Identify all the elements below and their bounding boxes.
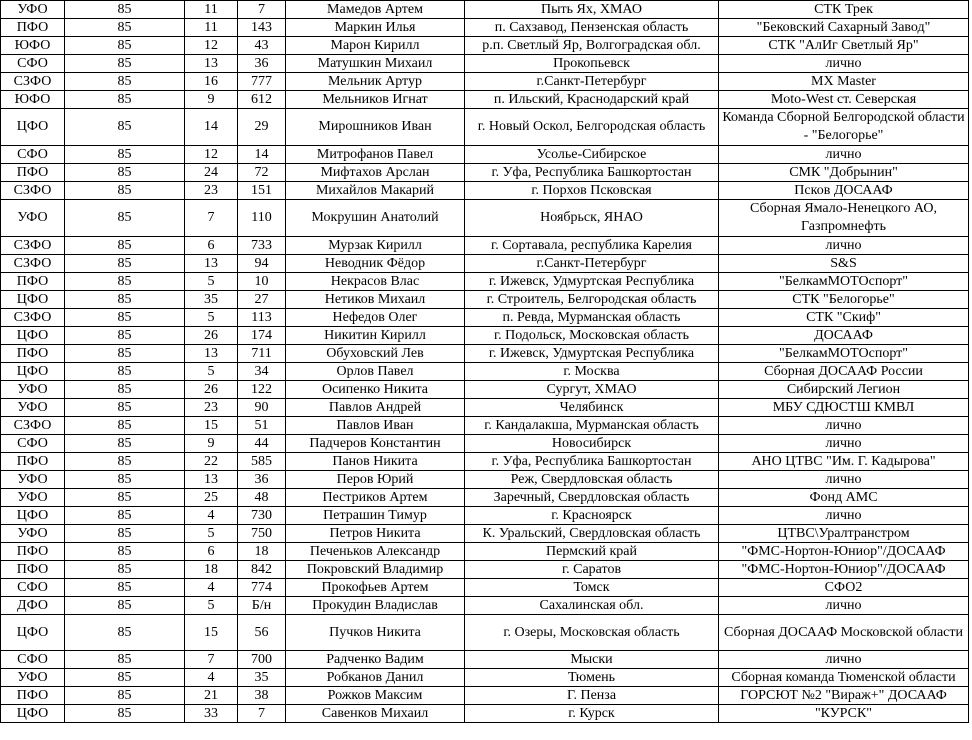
name-cell: Печеньков Александр	[286, 543, 465, 561]
age-cell: 15	[185, 417, 238, 435]
name-cell: Мурзак Кирилл	[286, 237, 465, 255]
age-cell: 15	[185, 615, 238, 651]
table-row	[1, 543, 969, 561]
team-cell: лично	[719, 55, 969, 73]
class-cell: 85	[65, 109, 185, 146]
number-cell: 44	[238, 435, 286, 453]
age-cell: 13	[185, 345, 238, 363]
team-cell: MX Master	[719, 73, 969, 91]
age-cell: 23	[185, 399, 238, 417]
city-cell: г. Кандалакша, Мурманская область	[465, 417, 719, 435]
team-cell: СТК Трек	[719, 1, 969, 19]
district-cell: ПФО	[1, 345, 65, 363]
table-row	[1, 705, 969, 723]
class-cell: 85	[65, 651, 185, 669]
age-cell: 23	[185, 182, 238, 200]
name-cell: Падчеров Константин	[286, 435, 465, 453]
class-cell: 85	[65, 507, 185, 525]
district-cell: ЦФО	[1, 109, 65, 146]
city-cell: г. Озеры, Московская область	[465, 615, 719, 651]
table-row	[1, 345, 969, 363]
name-cell: Робканов Данил	[286, 669, 465, 687]
city-cell: Пермский край	[465, 543, 719, 561]
table-row	[1, 200, 969, 237]
name-cell: Савенков Михаил	[286, 705, 465, 723]
class-cell: 85	[65, 182, 185, 200]
district-cell: СЗФО	[1, 182, 65, 200]
city-cell: Реж, Свердловская область	[465, 471, 719, 489]
name-cell: Обуховский Лев	[286, 345, 465, 363]
team-cell: лично	[719, 651, 969, 669]
district-cell: УФО	[1, 381, 65, 399]
table-row	[1, 37, 969, 55]
class-cell: 85	[65, 273, 185, 291]
class-cell: 85	[65, 489, 185, 507]
team-cell: Фонд АМС	[719, 489, 969, 507]
district-cell: ПФО	[1, 453, 65, 471]
table-row	[1, 273, 969, 291]
team-cell: АНО ЦТВС "Им. Г. Кадырова"	[719, 453, 969, 471]
number-cell: 750	[238, 525, 286, 543]
district-cell: УФО	[1, 669, 65, 687]
class-cell: 85	[65, 399, 185, 417]
name-cell: Мельник Артур	[286, 73, 465, 91]
district-cell: СЗФО	[1, 417, 65, 435]
age-cell: 5	[185, 273, 238, 291]
class-cell: 85	[65, 146, 185, 164]
team-cell: ДОСААФ	[719, 327, 969, 345]
team-cell: лично	[719, 237, 969, 255]
name-cell: Радченко Вадим	[286, 651, 465, 669]
number-cell: 585	[238, 453, 286, 471]
table-row	[1, 489, 969, 507]
number-cell: 612	[238, 91, 286, 109]
name-cell: Рожков Максим	[286, 687, 465, 705]
name-cell: Никитин Кирилл	[286, 327, 465, 345]
district-cell: ЮФО	[1, 91, 65, 109]
age-cell: 18	[185, 561, 238, 579]
team-cell: лично	[719, 146, 969, 164]
name-cell: Неводник Фёдор	[286, 255, 465, 273]
name-cell: Некрасов Влас	[286, 273, 465, 291]
table-row	[1, 109, 969, 146]
number-cell: 36	[238, 471, 286, 489]
class-cell: 85	[65, 255, 185, 273]
table-row	[1, 291, 969, 309]
district-cell: УФО	[1, 1, 65, 19]
class-cell: 85	[65, 19, 185, 37]
city-cell: г. Строитель, Белгородская область	[465, 291, 719, 309]
class-cell: 85	[65, 363, 185, 381]
age-cell: 13	[185, 55, 238, 73]
team-cell: лично	[719, 435, 969, 453]
class-cell: 85	[65, 91, 185, 109]
table-row	[1, 255, 969, 273]
city-cell: г. Саратов	[465, 561, 719, 579]
table-row	[1, 471, 969, 489]
class-cell: 85	[65, 687, 185, 705]
table-row	[1, 237, 969, 255]
table-row	[1, 453, 969, 471]
name-cell: Павлов Андрей	[286, 399, 465, 417]
table-row	[1, 363, 969, 381]
table-row	[1, 19, 969, 37]
table-row	[1, 164, 969, 182]
age-cell: 16	[185, 73, 238, 91]
district-cell: УФО	[1, 200, 65, 237]
class-cell: 85	[65, 669, 185, 687]
number-cell: 122	[238, 381, 286, 399]
age-cell: 21	[185, 687, 238, 705]
city-cell: г. Уфа, Республика Башкортостан	[465, 164, 719, 182]
class-cell: 85	[65, 435, 185, 453]
district-cell: ДФО	[1, 597, 65, 615]
age-cell: 4	[185, 579, 238, 597]
number-cell: 733	[238, 237, 286, 255]
class-cell: 85	[65, 73, 185, 91]
city-cell: г. Порхов Псковская	[465, 182, 719, 200]
class-cell: 85	[65, 55, 185, 73]
team-cell: "КУРСК"	[719, 705, 969, 723]
age-cell: 9	[185, 91, 238, 109]
city-cell: г. Уфа, Республика Башкортостан	[465, 453, 719, 471]
number-cell: 10	[238, 273, 286, 291]
table-row	[1, 651, 969, 669]
table-row	[1, 615, 969, 651]
age-cell: 12	[185, 37, 238, 55]
age-cell: 13	[185, 255, 238, 273]
number-cell: 34	[238, 363, 286, 381]
class-cell: 85	[65, 345, 185, 363]
team-cell: лично	[719, 507, 969, 525]
age-cell: 5	[185, 525, 238, 543]
name-cell: Прокудин Владислав	[286, 597, 465, 615]
number-cell: 48	[238, 489, 286, 507]
city-cell: п. Сахзавод, Пензенская область	[465, 19, 719, 37]
name-cell: Прокофьев Артем	[286, 579, 465, 597]
age-cell: 35	[185, 291, 238, 309]
age-cell: 7	[185, 651, 238, 669]
city-cell: Новосибирск	[465, 435, 719, 453]
number-cell: 7	[238, 705, 286, 723]
class-cell: 85	[65, 615, 185, 651]
number-cell: Б/н	[238, 597, 286, 615]
city-cell: Г. Пенза	[465, 687, 719, 705]
district-cell: ПФО	[1, 543, 65, 561]
city-cell: г. Ижевск, Удмуртская Республика	[465, 273, 719, 291]
table-row	[1, 381, 969, 399]
number-cell: 842	[238, 561, 286, 579]
number-cell: 35	[238, 669, 286, 687]
class-cell: 85	[65, 291, 185, 309]
class-cell: 85	[65, 1, 185, 19]
city-cell: Заречный, Свердловская область	[465, 489, 719, 507]
city-cell: Мыски	[465, 651, 719, 669]
district-cell: СФО	[1, 55, 65, 73]
class-cell: 85	[65, 525, 185, 543]
district-cell: ЦФО	[1, 291, 65, 309]
class-cell: 85	[65, 237, 185, 255]
number-cell: 94	[238, 255, 286, 273]
table-body	[1, 1, 969, 723]
class-cell: 85	[65, 200, 185, 237]
number-cell: 43	[238, 37, 286, 55]
city-cell: г.Санкт-Петербург	[465, 255, 719, 273]
team-cell: лично	[719, 417, 969, 435]
number-cell: 774	[238, 579, 286, 597]
class-cell: 85	[65, 327, 185, 345]
city-cell: п. Ильский, Краснодарский край	[465, 91, 719, 109]
city-cell: г.Санкт-Петербург	[465, 73, 719, 91]
district-cell: ПФО	[1, 561, 65, 579]
age-cell: 24	[185, 164, 238, 182]
age-cell: 26	[185, 381, 238, 399]
class-cell: 85	[65, 453, 185, 471]
city-cell: Сургут, ХМАО	[465, 381, 719, 399]
class-cell: 85	[65, 579, 185, 597]
name-cell: Михайлов Макарий	[286, 182, 465, 200]
name-cell: Митрофанов Павел	[286, 146, 465, 164]
team-cell: Сборная ДОСААФ России	[719, 363, 969, 381]
city-cell: г. Москва	[465, 363, 719, 381]
district-cell: ПФО	[1, 687, 65, 705]
table-row	[1, 525, 969, 543]
table-row	[1, 561, 969, 579]
team-cell: Команда Сборной Белгородской области - "Белогорье"	[719, 109, 969, 146]
table-row	[1, 669, 969, 687]
table-row	[1, 597, 969, 615]
city-cell: г. Подольск, Московская область	[465, 327, 719, 345]
age-cell: 7	[185, 200, 238, 237]
number-cell: 38	[238, 687, 286, 705]
district-cell: СЗФО	[1, 73, 65, 91]
class-cell: 85	[65, 471, 185, 489]
age-cell: 12	[185, 146, 238, 164]
table-row	[1, 579, 969, 597]
district-cell: СФО	[1, 435, 65, 453]
name-cell: Петрашин Тимур	[286, 507, 465, 525]
team-cell: "БелкамМОТОспорт"	[719, 345, 969, 363]
table-row	[1, 73, 969, 91]
class-cell: 85	[65, 705, 185, 723]
name-cell: Орлов Павел	[286, 363, 465, 381]
team-cell: СТК "Белогорье"	[719, 291, 969, 309]
class-cell: 85	[65, 381, 185, 399]
name-cell: Пестриков Артем	[286, 489, 465, 507]
age-cell: 6	[185, 237, 238, 255]
city-cell: г. Курск	[465, 705, 719, 723]
number-cell: 711	[238, 345, 286, 363]
table-row	[1, 55, 969, 73]
city-cell: Прокопьевск	[465, 55, 719, 73]
age-cell: 11	[185, 1, 238, 19]
city-cell: Усолье-Сибирское	[465, 146, 719, 164]
team-cell: СФО2	[719, 579, 969, 597]
district-cell: ЮФО	[1, 37, 65, 55]
class-cell: 85	[65, 543, 185, 561]
name-cell: Павлов Иван	[286, 417, 465, 435]
class-cell: 85	[65, 164, 185, 182]
number-cell: 27	[238, 291, 286, 309]
name-cell: Пучков Никита	[286, 615, 465, 651]
district-cell: ЦФО	[1, 705, 65, 723]
table-row	[1, 417, 969, 435]
number-cell: 110	[238, 200, 286, 237]
age-cell: 22	[185, 453, 238, 471]
table-row	[1, 182, 969, 200]
number-cell: 51	[238, 417, 286, 435]
city-cell: Челябинск	[465, 399, 719, 417]
district-cell: ПФО	[1, 164, 65, 182]
district-cell: ПФО	[1, 273, 65, 291]
number-cell: 700	[238, 651, 286, 669]
table-row	[1, 327, 969, 345]
team-cell: Moto-West ст. Северская	[719, 91, 969, 109]
table-row	[1, 146, 969, 164]
city-cell: Томск	[465, 579, 719, 597]
table-row	[1, 507, 969, 525]
team-cell: Сборная ДОСААФ Московской области	[719, 615, 969, 651]
name-cell: Панов Никита	[286, 453, 465, 471]
city-cell: Тюмень	[465, 669, 719, 687]
team-cell: ГОРСЮТ №2 "Вираж+" ДОСААФ	[719, 687, 969, 705]
name-cell: Мирошников Иван	[286, 109, 465, 146]
class-cell: 85	[65, 417, 185, 435]
age-cell: 11	[185, 19, 238, 37]
team-cell: Сибирский Легион	[719, 381, 969, 399]
age-cell: 4	[185, 669, 238, 687]
number-cell: 113	[238, 309, 286, 327]
team-cell: СТК "Скиф"	[719, 309, 969, 327]
table-row	[1, 1, 969, 19]
age-cell: 5	[185, 309, 238, 327]
team-cell: лично	[719, 471, 969, 489]
district-cell: УФО	[1, 399, 65, 417]
city-cell: р.п. Светлый Яр, Волгоградская обл.	[465, 37, 719, 55]
city-cell: Сахалинская обл.	[465, 597, 719, 615]
team-cell: СМК "Добрынин"	[719, 164, 969, 182]
age-cell: 5	[185, 363, 238, 381]
team-cell: "Бековский Сахарный Завод"	[719, 19, 969, 37]
age-cell: 6	[185, 543, 238, 561]
city-cell: г. Красноярск	[465, 507, 719, 525]
age-cell: 25	[185, 489, 238, 507]
district-cell: СЗФО	[1, 237, 65, 255]
district-cell: СЗФО	[1, 309, 65, 327]
city-cell: Ноябрьск, ЯНАО	[465, 200, 719, 237]
district-cell: СЗФО	[1, 255, 65, 273]
age-cell: 13	[185, 471, 238, 489]
table-row	[1, 309, 969, 327]
name-cell: Мифтахов Арслан	[286, 164, 465, 182]
age-cell: 14	[185, 109, 238, 146]
name-cell: Нетиков Михаил	[286, 291, 465, 309]
team-cell: СТК "АлИг Светлый Яр"	[719, 37, 969, 55]
team-cell: "ФМС-Нортон-Юниор"/ДОСААФ	[719, 561, 969, 579]
team-cell: МБУ СДЮСТШ КМВЛ	[719, 399, 969, 417]
district-cell: ЦФО	[1, 363, 65, 381]
city-cell: Пыть Ях, ХМАО	[465, 1, 719, 19]
class-cell: 85	[65, 597, 185, 615]
team-cell: "ФМС-Нортон-Юниор"/ДОСААФ	[719, 543, 969, 561]
number-cell: 90	[238, 399, 286, 417]
table-row	[1, 435, 969, 453]
team-cell: S&S	[719, 255, 969, 273]
district-cell: ЦФО	[1, 327, 65, 345]
team-cell: Сборная Ямало-Ненецкого АО, Газпромнефть	[719, 200, 969, 237]
number-cell: 72	[238, 164, 286, 182]
number-cell: 18	[238, 543, 286, 561]
number-cell: 56	[238, 615, 286, 651]
name-cell: Осипенко Никита	[286, 381, 465, 399]
district-cell: СФО	[1, 146, 65, 164]
number-cell: 29	[238, 109, 286, 146]
age-cell: 26	[185, 327, 238, 345]
team-cell: ЦТВС\Уралтранстром	[719, 525, 969, 543]
district-cell: ЦФО	[1, 507, 65, 525]
table-row	[1, 91, 969, 109]
number-cell: 14	[238, 146, 286, 164]
district-cell: СФО	[1, 579, 65, 597]
name-cell: Маркин Илья	[286, 19, 465, 37]
name-cell: Мокрушин Анатолий	[286, 200, 465, 237]
class-cell: 85	[65, 561, 185, 579]
name-cell: Матушкин Михаил	[286, 55, 465, 73]
city-cell: г. Новый Оскол, Белгородская область	[465, 109, 719, 146]
city-cell: К. Уральский, Свердловская область	[465, 525, 719, 543]
class-cell: 85	[65, 309, 185, 327]
age-cell: 9	[185, 435, 238, 453]
district-cell: СФО	[1, 651, 65, 669]
name-cell: Мамедов Артем	[286, 1, 465, 19]
number-cell: 777	[238, 73, 286, 91]
district-cell: УФО	[1, 471, 65, 489]
district-cell: ПФО	[1, 19, 65, 37]
number-cell: 174	[238, 327, 286, 345]
name-cell: Мельников Игнат	[286, 91, 465, 109]
name-cell: Покровский Владимир	[286, 561, 465, 579]
number-cell: 36	[238, 55, 286, 73]
district-cell: УФО	[1, 525, 65, 543]
name-cell: Петров Никита	[286, 525, 465, 543]
age-cell: 33	[185, 705, 238, 723]
team-cell: лично	[719, 597, 969, 615]
team-cell: Сборная команда Тюменской области	[719, 669, 969, 687]
district-cell: УФО	[1, 489, 65, 507]
city-cell: г. Сортавала, республика Карелия	[465, 237, 719, 255]
table-row	[1, 399, 969, 417]
city-cell: г. Ижевск, Удмуртская Республика	[465, 345, 719, 363]
district-cell: ЦФО	[1, 615, 65, 651]
number-cell: 730	[238, 507, 286, 525]
number-cell: 151	[238, 182, 286, 200]
age-cell: 5	[185, 597, 238, 615]
city-cell: п. Ревда, Мурманская область	[465, 309, 719, 327]
number-cell: 143	[238, 19, 286, 37]
age-cell: 4	[185, 507, 238, 525]
team-cell: "БелкамМОТОспорт"	[719, 273, 969, 291]
class-cell: 85	[65, 37, 185, 55]
team-cell: Псков ДОСААФ	[719, 182, 969, 200]
name-cell: Марон Кирилл	[286, 37, 465, 55]
name-cell: Нефедов Олег	[286, 309, 465, 327]
number-cell: 7	[238, 1, 286, 19]
name-cell: Перов Юрий	[286, 471, 465, 489]
table-row	[1, 687, 969, 705]
